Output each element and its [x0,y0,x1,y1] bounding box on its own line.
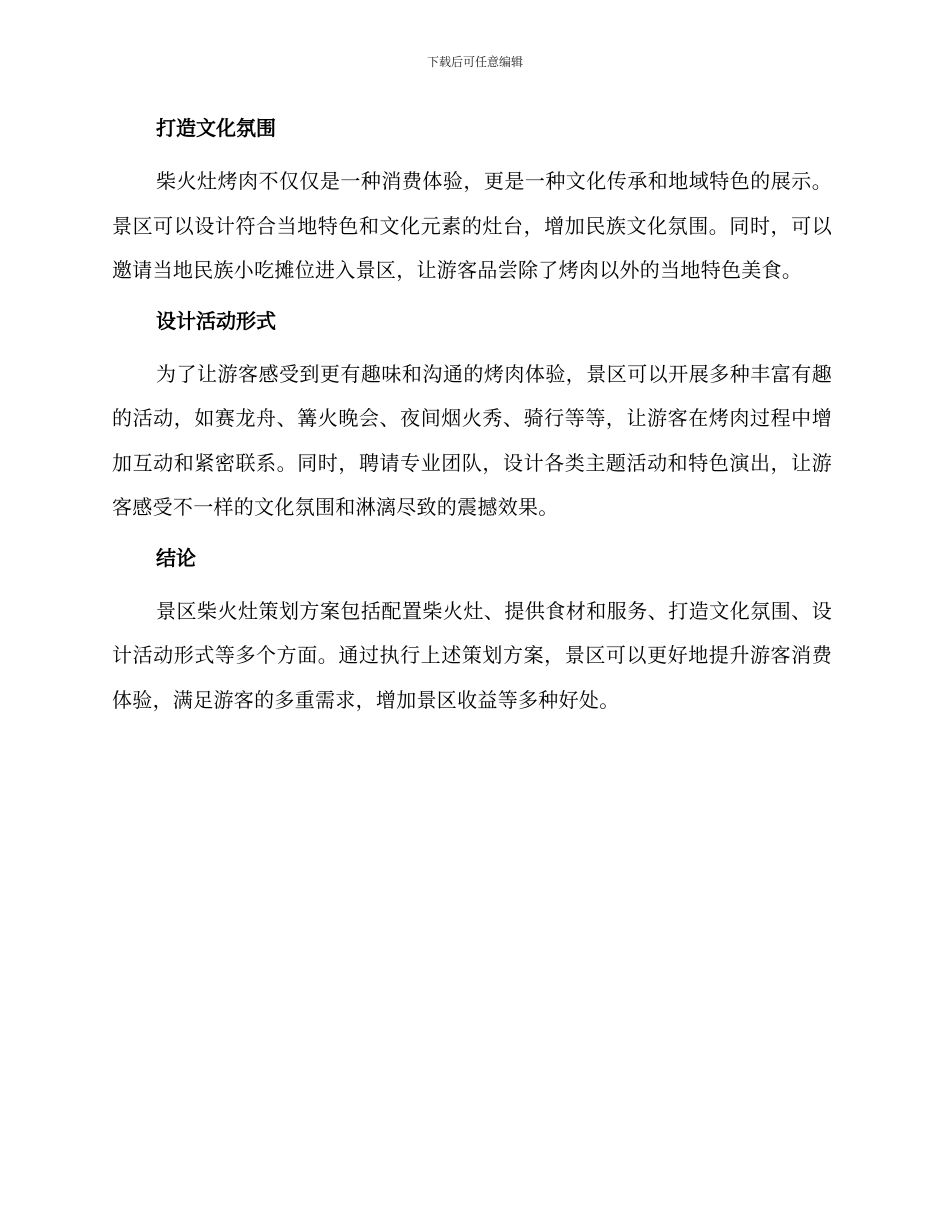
spacer [112,293,832,305]
spacer [112,574,832,589]
section-body-activities: 为了让游客感受到更有趣味和沟通的烤肉体验，景区可以开展多种丰富有趣的活动，如赛龙舟、篝火晚会、夜间烟火秀、骑行等等，让游客在烤肉过程中增加互动和紧密联系。同时，聘请专业团队，设计各类主题活动和特色演出，让游客感受不一样的文化氛围和淋漓尽致的震撼效果。 [112,361,832,519]
document-content [112,112,832,722]
section-heading-activities: 设计活动形式 [156,308,276,333]
spacer [112,337,832,352]
section-heading-culture: 打造文化氛围 [156,116,276,140]
header-note: 下载后可任意编辑 [426,55,523,69]
section-body-conclusion: 景区柴火灶策划方案包括配置柴火灶、提供食材和服务、打造文化氛围、设计活动形式等多个方面。通过执行上述策划方案，景区可以更好地提升游客消费体验，满足游客的多重需求，增加景区收益等多种好处。 [112,598,832,712]
section-heading-conclusion: 结论 [156,545,196,570]
section-body-culture: 柴火灶烤肉不仅仅是一种消费体验，更是一种文化传承和地域特色的展示。景区可以设计符合当地特色和文化元素的灶台，增加民族文化氛围。同时，可以邀请当地民族小吃摊位进入景区，让游客品尝除了烤肉以外的当地特色美食。 [112,169,832,282]
spacer [112,530,832,542]
spacer [112,144,832,159]
